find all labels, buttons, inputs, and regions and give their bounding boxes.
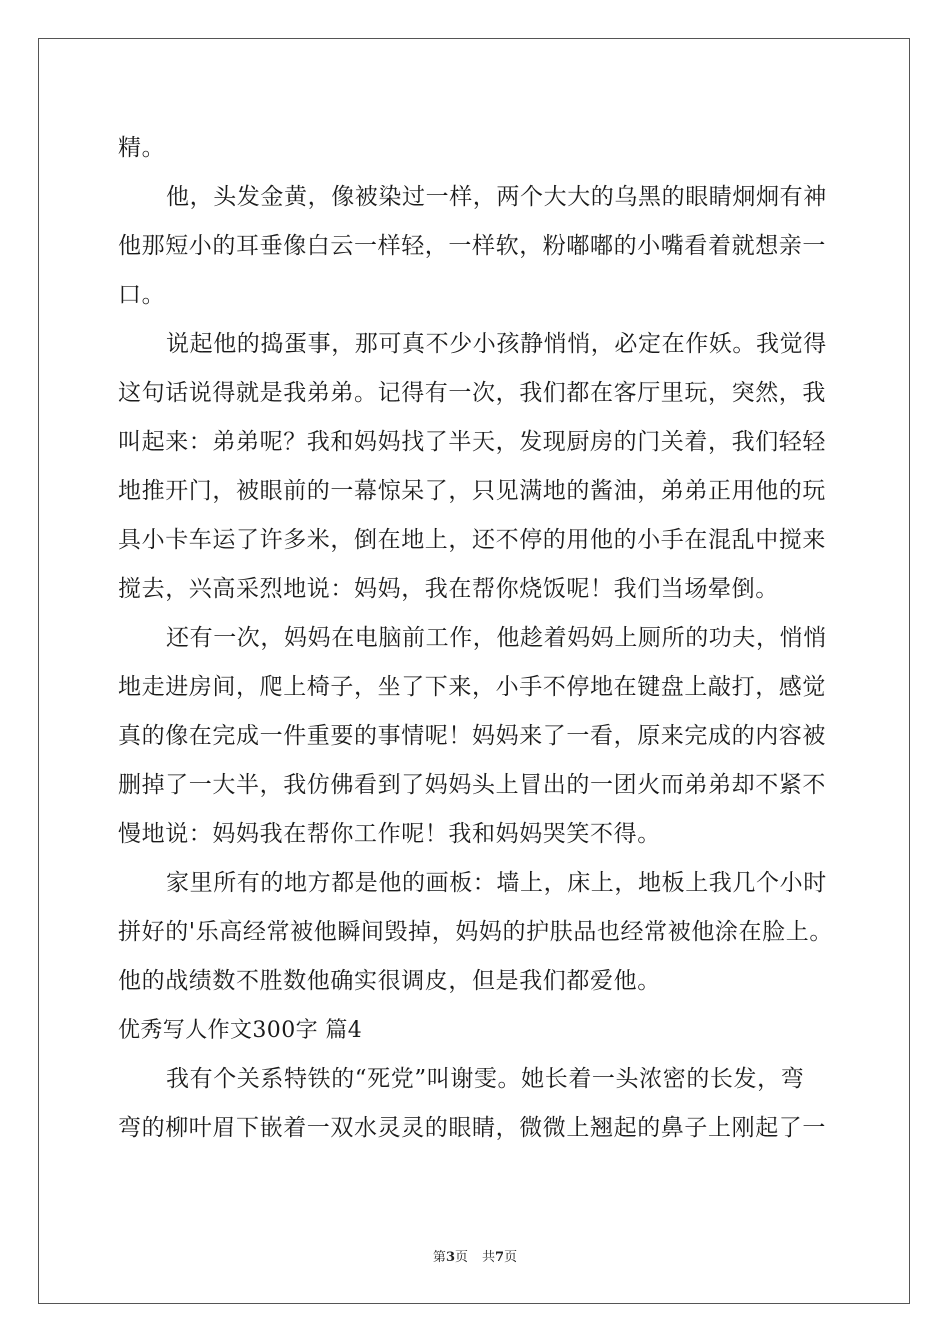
text-line: 他那短小的耳垂像白云一样轻，一样软，粉嘟嘟的小嘴看着就想亲一 [118, 233, 826, 259]
page-suffix: 页 [454, 1250, 468, 1265]
text-line: 精。 [118, 135, 166, 161]
text-line: 地推开门，被眼前的一幕惊呆了，只见满地的酱油，弟弟正用他的玩 [118, 478, 826, 504]
text-line: 口。 [118, 282, 166, 308]
text-line: 叫起来：弟弟呢？我和妈妈找了半天，发现厨房的门关着，我们轻轻 [118, 429, 826, 455]
paragraph-start: 还有一次，妈妈在电脑前工作，他趁着妈妈上厕所的功夫，悄悄 [166, 625, 827, 651]
paragraph-start: 他，头发金黄，像被染过一样，两个大大的乌黑的眼睛炯炯有神 [166, 184, 827, 210]
total-page-number: 7 [495, 1250, 505, 1265]
text-line: 删掉了一大半，我仿佛看到了妈妈头上冒出的一团火而弟弟却不紧不 [118, 772, 826, 798]
page-footer [0, 1246, 950, 1265]
text-line: 他的战绩数不胜数他确实很调皮，但是我们都爱他。 [118, 968, 661, 994]
text-line: 搅去，兴高采烈地说：妈妈，我在帮你烧饭呢！我们当场晕倒。 [118, 576, 779, 602]
text-line: 慢地说：妈妈我在帮你工作呢！我和妈妈哭笑不得。 [118, 821, 661, 847]
document-body [118, 124, 854, 1153]
text-line: 具小卡车运了许多米，倒在地上，还不停的用他的小手在混乱中搅来 [118, 527, 826, 553]
paragraph-start: 家里所有的地方都是他的画板：墙上，床上，地板上我几个小时 [166, 870, 827, 896]
page-prefix: 第 [432, 1250, 446, 1265]
text-line: 这句话说得就是我弟弟。记得有一次，我们都在客厅里玩，突然，我 [118, 380, 826, 406]
section-heading: 优秀写人作文300字 篇4 [118, 1018, 363, 1043]
text-line: 真的像在完成一件重要的事情呢！妈妈来了一看，原来完成的内容被 [118, 723, 826, 749]
paragraph-start: 我有个关系特铁的“死党”叫谢雯。她长着一头浓密的长发，弯 [166, 1066, 805, 1092]
current-page-number: 3 [445, 1250, 455, 1265]
text-line: 弯的柳叶眉下嵌着一双水灵灵的眼睛，微微上翘起的鼻子上刚起了一 [118, 1115, 826, 1141]
text-line: 地走进房间，爬上椅子，坐了下来，小手不停地在键盘上敲打，感觉 [118, 674, 826, 700]
total-suffix: 页 [504, 1250, 518, 1265]
text-line: 拼好的'乐高经常被他瞬间毁掉，妈妈的护肤品也经常被他涂在脸上。 [118, 919, 833, 945]
paragraph-start: 说起他的捣蛋事，那可真不少小孩静悄悄，必定在作妖。我觉得 [166, 331, 827, 357]
total-prefix: 共 [482, 1250, 496, 1265]
